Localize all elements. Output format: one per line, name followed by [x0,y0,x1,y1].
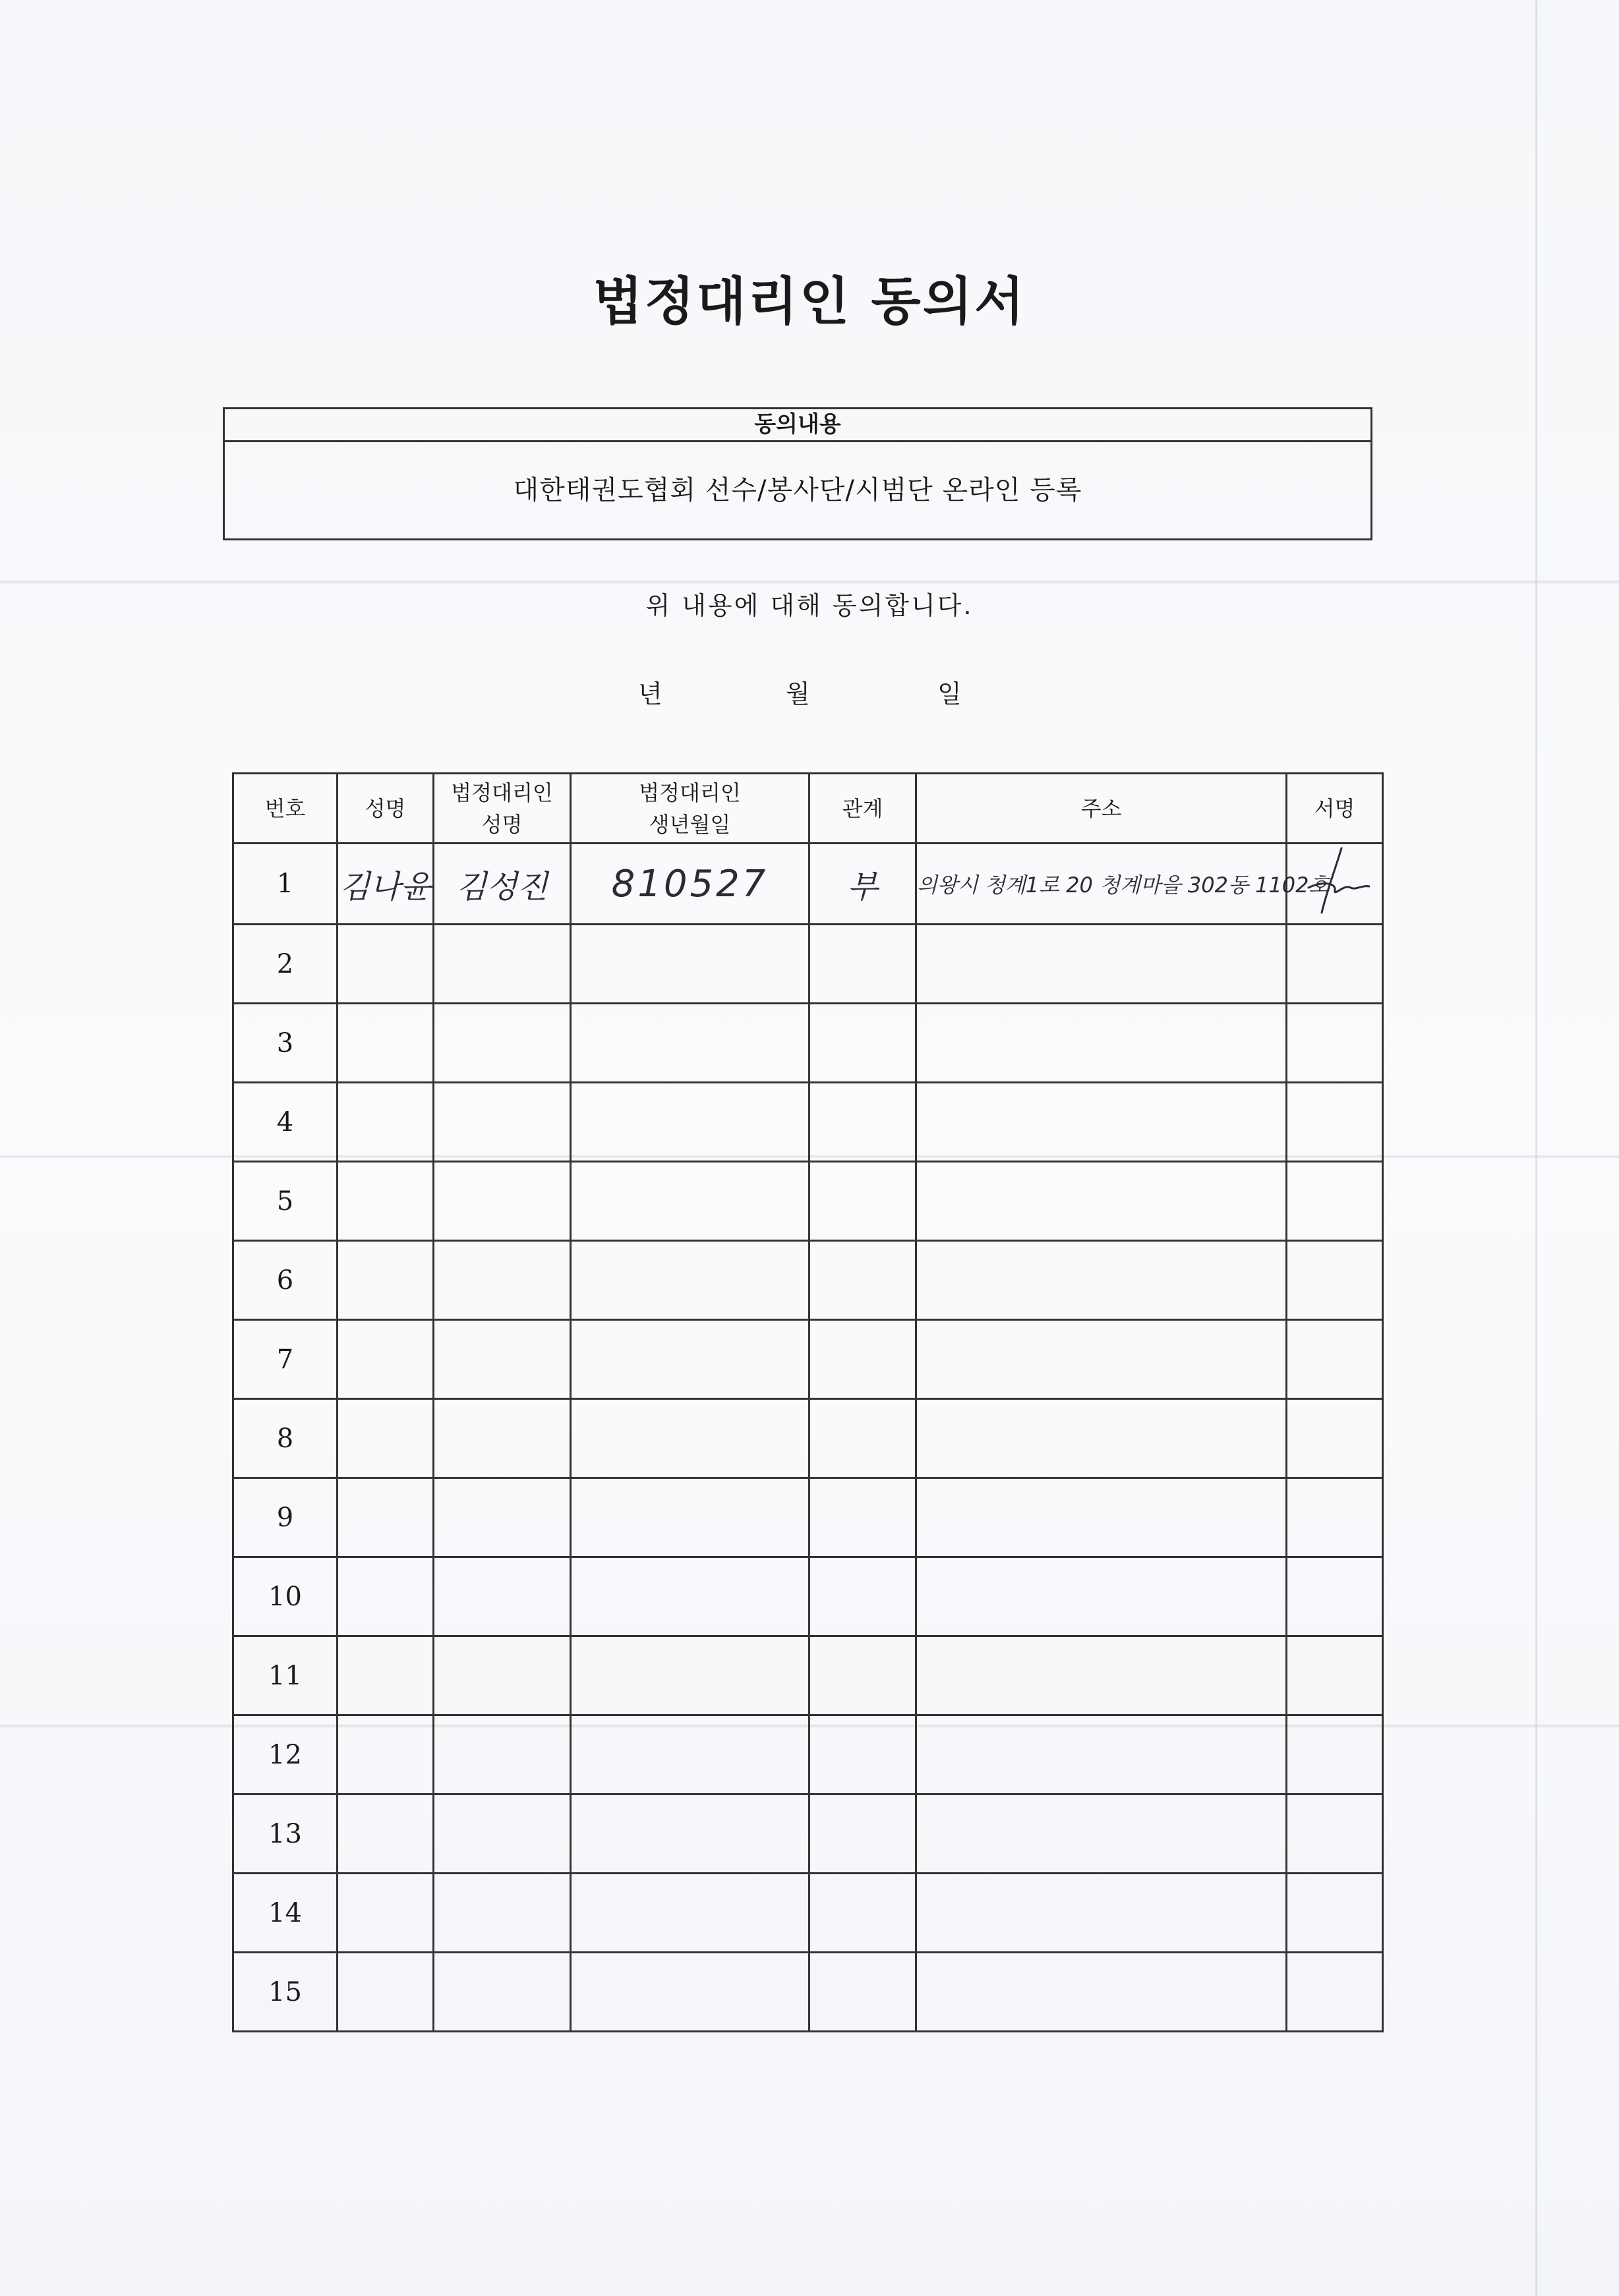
table-row [233,1241,1383,1320]
cell-guardian-birth [571,1241,810,1320]
row-number-text: 4 [276,1106,294,1137]
cell-guardian-birth [571,1794,810,1874]
cell-guardian-name [434,1004,571,1083]
cell-guardian-name [434,1162,571,1241]
cell-guardian-birth [571,1874,810,1953]
header-no: 번호 [233,774,338,844]
row-number-text: 14 [268,1897,302,1928]
cell-name [338,1399,434,1478]
cell-relation [810,1083,916,1162]
document-title: 법정대리인 동의서 [593,272,1026,331]
cell-guardian-birth [571,844,810,925]
row-number [233,1162,338,1241]
cell-name [338,1557,434,1636]
row-number-text: 7 [276,1344,294,1375]
guardian-roster-table [232,772,1384,2032]
cell-guardian-name [434,844,571,925]
table-row [233,1794,1383,1874]
cell-relation [810,1794,916,1874]
cell-signature [1287,1557,1383,1636]
cell-name [338,1874,434,1953]
cell-name [338,1636,434,1715]
cell-signature [1287,1399,1383,1478]
table-row [233,1399,1383,1478]
row-number [233,1715,338,1794]
cell-address [916,1953,1287,2032]
row-number [233,1794,338,1874]
cell-guardian-name [434,1478,571,1557]
fold-crease [0,580,1619,584]
table-header-row [233,774,1383,844]
row-number [233,1241,338,1320]
cell-address [916,1874,1287,1953]
cell-signature [1287,1874,1383,1953]
row-number [233,1399,338,1478]
row-number-text: 2 [276,948,294,979]
cell-signature [1287,1794,1383,1874]
cell-name [338,1320,434,1399]
cell-signature [1287,844,1383,925]
cell-address [916,1478,1287,1557]
cell-signature [1287,1241,1383,1320]
cell-guardian-birth-text: 810527 [611,862,769,905]
agreement-statement: 위 내용에 대해 동의합니다. [645,591,974,620]
cell-guardian-birth [571,1320,810,1399]
cell-guardian-birth [571,1478,810,1557]
header-guardian-birth [571,774,810,844]
cell-address [916,1004,1287,1083]
header-guardian-name [434,774,571,844]
cell-signature [1287,1162,1383,1241]
table-row [233,1478,1383,1557]
cell-guardian-birth [571,1557,810,1636]
cell-guardian-name [434,1557,571,1636]
header-name: 성명 [338,774,434,844]
handwritten-signature [1295,844,1374,917]
header-signature: 서명 [1287,774,1383,844]
cell-guardian-name [434,1241,571,1320]
table-row [233,1083,1383,1162]
cell-address [916,925,1287,1004]
cell-guardian-name [434,1874,571,1953]
row-number-text: 6 [276,1265,294,1296]
table-row [233,1715,1383,1794]
date-year-label: 년 [638,679,662,708]
header-guardian-name-line2: 성명 [481,811,523,837]
cell-name [338,1162,434,1241]
fold-crease [1535,0,1538,2296]
row-number [233,844,338,925]
cell-address [916,1399,1287,1478]
header-guardian-birth-line1: 법정대리인 [639,780,741,805]
cell-relation-text: 부 [847,868,878,905]
cell-relation [810,1715,916,1794]
header-guardian-name-line1: 법정대리인 [451,780,553,805]
row-number [233,1083,338,1162]
cell-relation [810,1320,916,1399]
cell-address [916,1083,1287,1162]
cell-address-text: 의왕시 청계1로 20 청계마을 302동 1102호 [917,873,1330,898]
header-relation: 관계 [810,774,916,844]
table-row [233,1636,1383,1715]
row-number-text: 8 [276,1423,294,1454]
row-number-text: 9 [276,1502,294,1533]
cell-guardian-birth [571,1715,810,1794]
cell-address [916,1162,1287,1241]
cell-address [916,1636,1287,1715]
cell-guardian-name [434,1794,571,1874]
cell-address [916,1241,1287,1320]
cell-address [916,1320,1287,1399]
row-number-text: 5 [276,1186,294,1217]
row-number-text: 1 [276,869,294,899]
cell-name [338,1004,434,1083]
cell-address [916,1794,1287,1874]
table-row [233,1004,1383,1083]
consent-header: 동의내용 [225,409,1370,442]
cell-guardian-birth [571,1953,810,2032]
table-row [233,1874,1383,1953]
table-row [233,925,1383,1004]
row-number [233,1557,338,1636]
cell-guardian-name-text: 김성진 [456,868,548,905]
table-row [233,1557,1383,1636]
cell-name [338,925,434,1004]
cell-address [916,844,1330,925]
cell-name [338,1794,434,1874]
row-number [233,925,338,1004]
cell-name [338,1241,434,1320]
table-row [233,1953,1383,2032]
date-month-label: 월 [786,679,810,708]
cell-relation [810,925,916,1004]
row-number [233,1320,338,1399]
cell-name [338,844,434,925]
cell-guardian-name [434,1320,571,1399]
consent-box [223,407,1372,540]
row-number-text: 13 [268,1818,302,1849]
cell-relation [810,1399,916,1478]
consent-text: 대한태권도협회 선수/봉사단/시범단 온라인 등록 [513,475,1082,505]
header-guardian-birth-line2: 생년월일 [649,811,731,837]
cell-guardian-name [434,1715,571,1794]
cell-guardian-birth [571,1162,810,1241]
row-number-text: 11 [268,1660,302,1691]
cell-guardian-name [434,1636,571,1715]
cell-name [338,1083,434,1162]
cell-signature [1287,1004,1383,1083]
cell-guardian-birth [571,1083,810,1162]
cell-guardian-name [434,1399,571,1478]
cell-relation [810,1478,916,1557]
row-number [233,1636,338,1715]
cell-guardian-birth [571,1399,810,1478]
cell-guardian-name [434,1953,571,2032]
row-number [233,1874,338,1953]
table-row [233,1320,1383,1399]
cell-signature [1287,1636,1383,1715]
cell-relation [810,1241,916,1320]
row-number [233,1004,338,1083]
cell-relation [810,1162,916,1241]
cell-signature [1287,1320,1383,1399]
cell-signature [1287,1715,1383,1794]
cell-name [338,1715,434,1794]
row-number [233,1953,338,2032]
row-number-text: 12 [268,1739,302,1770]
row-number-text: 10 [268,1581,302,1612]
row-number [233,1478,338,1557]
cell-address [916,1557,1287,1636]
cell-relation [810,844,916,925]
cell-relation [810,1004,916,1083]
table-row [233,844,1383,925]
cell-relation [810,1636,916,1715]
cell-address [916,1715,1287,1794]
cell-relation [810,1953,916,2032]
cell-name [338,1478,434,1557]
row-number-text: 15 [268,1976,302,2007]
cell-guardian-birth [571,1004,810,1083]
cell-signature [1287,1083,1383,1162]
cell-signature [1287,925,1383,1004]
date-day-label: 일 [937,679,962,708]
cell-relation [810,1557,916,1636]
cell-name [338,1953,434,2032]
row-number-text: 3 [276,1027,294,1058]
table-row [233,1162,1383,1241]
cell-guardian-name [434,925,571,1004]
header-address: 주소 [916,774,1287,844]
cell-guardian-name [434,1083,571,1162]
cell-guardian-birth [571,1636,810,1715]
cell-name-text: 김나윤 [339,868,432,905]
cell-guardian-birth [571,925,810,1004]
cell-signature [1287,1953,1383,2032]
cell-relation [810,1874,916,1953]
cell-signature [1287,1478,1383,1557]
